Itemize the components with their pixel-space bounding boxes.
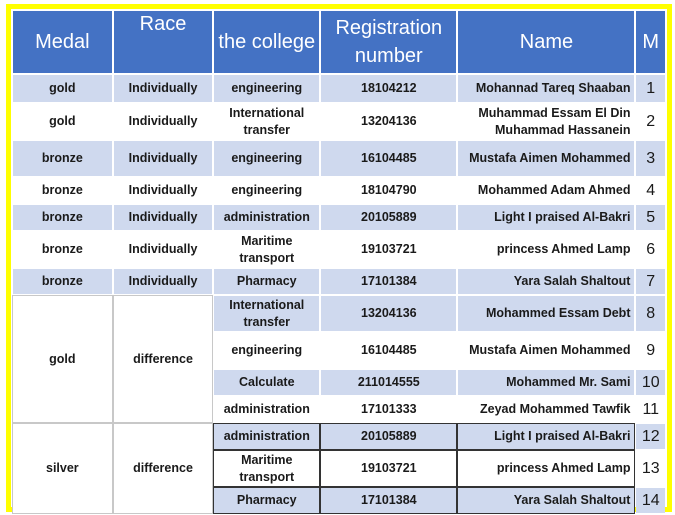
medal-group-cell: silver	[13, 424, 112, 513]
m-cell: 2	[636, 104, 665, 139]
college-cell: Pharmacy	[214, 269, 319, 294]
header-row	[13, 11, 665, 73]
college-cell: engineering	[214, 178, 319, 203]
race-group-cell: difference	[114, 424, 213, 513]
table-row	[13, 141, 665, 176]
college-cell: International transfer	[214, 296, 319, 331]
name-cell: princess Ahmed Lamp	[458, 232, 634, 267]
race-cell: Individually	[114, 232, 213, 267]
column-header-race: Race	[114, 11, 213, 73]
m-cell: 1	[636, 75, 665, 102]
column-header-college: the college	[214, 11, 319, 73]
m-cell: 11	[636, 397, 665, 422]
column-header-m: M	[636, 11, 665, 73]
college-cell: engineering	[214, 333, 319, 368]
race-cell: Individually	[114, 269, 213, 294]
registration-cell: 16104485	[321, 141, 456, 176]
name-cell: Mustafa Aimen Mohammed	[458, 333, 634, 368]
medals-table	[11, 9, 667, 515]
m-cell: 10	[636, 370, 665, 395]
table-row	[13, 424, 665, 449]
college-cell: engineering	[214, 75, 319, 102]
m-cell: 5	[636, 205, 665, 230]
medal-cell: bronze	[13, 269, 112, 294]
race-cell: Individually	[114, 75, 213, 102]
column-header-medal: Medal	[13, 11, 112, 73]
college-cell: Maritime transport	[214, 451, 319, 486]
table-row	[13, 104, 665, 139]
race-cell: Individually	[114, 104, 213, 139]
name-cell: Mustafa Aimen Mohammed	[458, 141, 634, 176]
registration-cell: 18104790	[321, 178, 456, 203]
race-cell: Individually	[114, 141, 213, 176]
medal-cell: gold	[13, 75, 112, 102]
table-row	[13, 269, 665, 294]
college-cell: Pharmacy	[214, 488, 319, 513]
name-cell: princess Ahmed Lamp	[458, 451, 634, 486]
medal-cell: bronze	[13, 205, 112, 230]
medal-cell: bronze	[13, 178, 112, 203]
registration-cell: 19103721	[321, 232, 456, 267]
race-cell: Individually	[114, 178, 213, 203]
name-cell: Mohannad Tareq Shaaban	[458, 75, 634, 102]
registration-cell: 20105889	[321, 424, 456, 449]
name-cell: Light I praised Al-Bakri	[458, 424, 634, 449]
race-group-cell: difference	[114, 296, 213, 422]
m-cell: 3	[636, 141, 665, 176]
name-cell: Light I praised Al-Bakri	[458, 205, 634, 230]
m-cell: 8	[636, 296, 665, 331]
registration-cell: 19103721	[321, 451, 456, 486]
name-cell: Yara Salah Shaltout	[458, 488, 634, 513]
medal-cell: bronze	[13, 141, 112, 176]
column-header-registration-number: Registration number	[321, 11, 456, 73]
table-body	[13, 75, 665, 513]
registration-cell: 17101333	[321, 397, 456, 422]
registration-cell: 16104485	[321, 333, 456, 368]
name-cell: Mohammed Adam Ahmed	[458, 178, 634, 203]
college-cell: engineering	[214, 141, 319, 176]
column-header-name: Name	[458, 11, 634, 73]
m-cell: 9	[636, 333, 665, 368]
table-frame	[6, 4, 672, 512]
registration-cell: 17101384	[321, 269, 456, 294]
registration-cell: 20105889	[321, 205, 456, 230]
m-cell: 13	[636, 451, 665, 486]
table-row	[13, 178, 665, 203]
medal-group-cell: gold	[13, 296, 112, 422]
college-cell: Calculate	[214, 370, 319, 395]
registration-cell: 13204136	[321, 296, 456, 331]
college-cell: Maritime transport	[214, 232, 319, 267]
m-cell: 14	[636, 488, 665, 513]
college-cell: International transfer	[214, 104, 319, 139]
table-row	[13, 232, 665, 267]
registration-cell: 211014555	[321, 370, 456, 395]
race-cell: Individually	[114, 205, 213, 230]
name-cell: Muhammad Essam El Din Muhammad Hassanein	[458, 104, 634, 139]
m-cell: 7	[636, 269, 665, 294]
table-row	[13, 75, 665, 102]
table-row	[13, 205, 665, 230]
medal-cell: bronze	[13, 232, 112, 267]
name-cell: Zeyad Mohammed Tawfik	[458, 397, 634, 422]
registration-cell: 17101384	[321, 488, 456, 513]
registration-cell: 13204136	[321, 104, 456, 139]
college-cell: administration	[214, 424, 319, 449]
m-cell: 12	[636, 424, 665, 449]
table-row	[13, 296, 665, 331]
m-cell: 6	[636, 232, 665, 267]
registration-cell: 18104212	[321, 75, 456, 102]
name-cell: Mohammed Mr. Sami	[458, 370, 634, 395]
college-cell: administration	[214, 205, 319, 230]
name-cell: Yara Salah Shaltout	[458, 269, 634, 294]
m-cell: 4	[636, 178, 665, 203]
medal-cell: gold	[13, 104, 112, 139]
college-cell: administration	[214, 397, 319, 422]
name-cell: Mohammed Essam Debt	[458, 296, 634, 331]
